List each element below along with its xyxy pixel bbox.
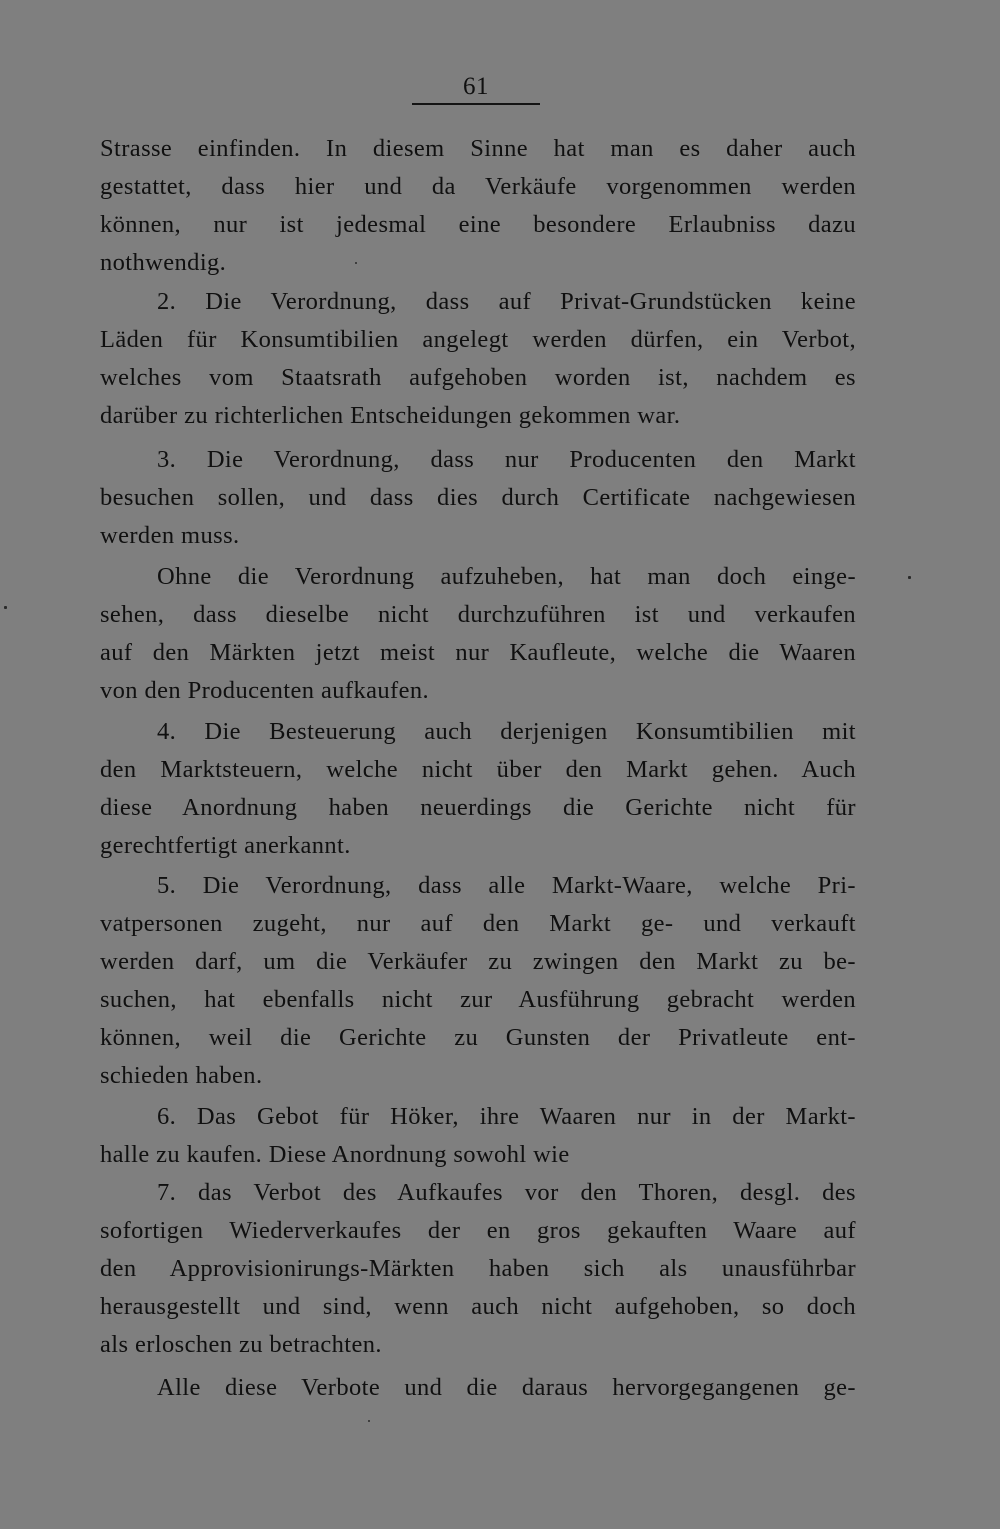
text-line: gestattet, dass hier und da Verkäufe vorgenommen werden	[100, 173, 856, 200]
scan-speck	[4, 606, 7, 609]
text-line: können, weil die Gerichte zu Gunsten der Privatleute ent-	[100, 1024, 856, 1051]
text-line: 4. Die Besteuerung auch derjenigen Konsumtibilien mit	[157, 718, 856, 745]
scan-speck	[368, 1420, 370, 1422]
text-line: darüber zu richterlichen Entscheidungen gekommen war.	[100, 402, 681, 429]
text-line: den Marktsteuern, welche nicht über den Markt gehen. Auch	[100, 756, 856, 783]
text-line: gerechtfertigt anerkannt.	[100, 832, 351, 859]
text-line: als erloschen zu betrachten.	[100, 1331, 382, 1358]
text-line: auf den Märkten jetzt meist nur Kaufleute, welche die Waaren	[100, 639, 856, 666]
text-line: 5. Die Verordnung, dass alle Markt-Waare, welche Pri-	[157, 872, 856, 899]
text-line: 6. Das Gebot für Höker, ihre Waaren nur in der Markt-	[157, 1103, 856, 1130]
text-line: diese Anordnung haben neuerdings die Gerichte nicht für	[100, 794, 856, 821]
text-line: vatpersonen zugeht, nur auf den Markt ge- und verkauft	[100, 910, 856, 937]
text-line: sofortigen Wiederverkaufes der en gros gekauften Waare auf	[100, 1217, 856, 1244]
text-line: werden muss.	[100, 522, 240, 549]
header-rule	[412, 103, 540, 105]
page-number: 61	[463, 73, 489, 100]
scan-speck	[908, 576, 911, 579]
text-line: besuchen sollen, und dass dies durch Certificate nachgewiesen	[100, 484, 856, 511]
text-line: 7. das Verbot des Aufkaufes vor den Thoren, desgl. des	[157, 1179, 856, 1206]
text-line: 2. Die Verordnung, dass auf Privat-Grundstücken keine	[157, 288, 856, 315]
text-line: welches vom Staatsrath aufgehoben worden ist, nachdem es	[100, 364, 856, 391]
text-line: Ohne die Verordnung aufzuheben, hat man doch einge-	[157, 563, 856, 590]
text-line: Alle diese Verbote und die daraus hervorgegangenen ge-	[157, 1374, 856, 1401]
scan-speck	[355, 262, 357, 264]
text-line: herausgestellt und sind, wenn auch nicht aufgehoben, so doch	[100, 1293, 856, 1320]
text-line: Läden für Konsumtibilien angelegt werden dürfen, ein Verbot,	[100, 326, 856, 353]
text-line: werden darf, um die Verkäufer zu zwingen den Markt zu be-	[100, 948, 856, 975]
text-line: suchen, hat ebenfalls nicht zur Ausführung gebracht werden	[100, 986, 856, 1013]
text-line: Strasse einfinden. In diesem Sinne hat man es daher auch	[100, 135, 856, 162]
text-line: schieden haben.	[100, 1062, 263, 1089]
text-line: nothwendig.	[100, 249, 227, 276]
text-line: halle zu kaufen. Diese Anordnung sowohl wie	[100, 1141, 570, 1168]
text-line: von den Producenten aufkaufen.	[100, 677, 430, 704]
text-line: 3. Die Verordnung, dass nur Producenten den Markt	[157, 446, 856, 473]
text-line: den Approvisionirungs-Märkten haben sich als unausführbar	[100, 1255, 856, 1282]
text-line: können, nur ist jedesmal eine besondere Erlaubniss dazu	[100, 211, 856, 238]
text-line: sehen, dass dieselbe nicht durchzuführen ist und verkaufen	[100, 601, 856, 628]
